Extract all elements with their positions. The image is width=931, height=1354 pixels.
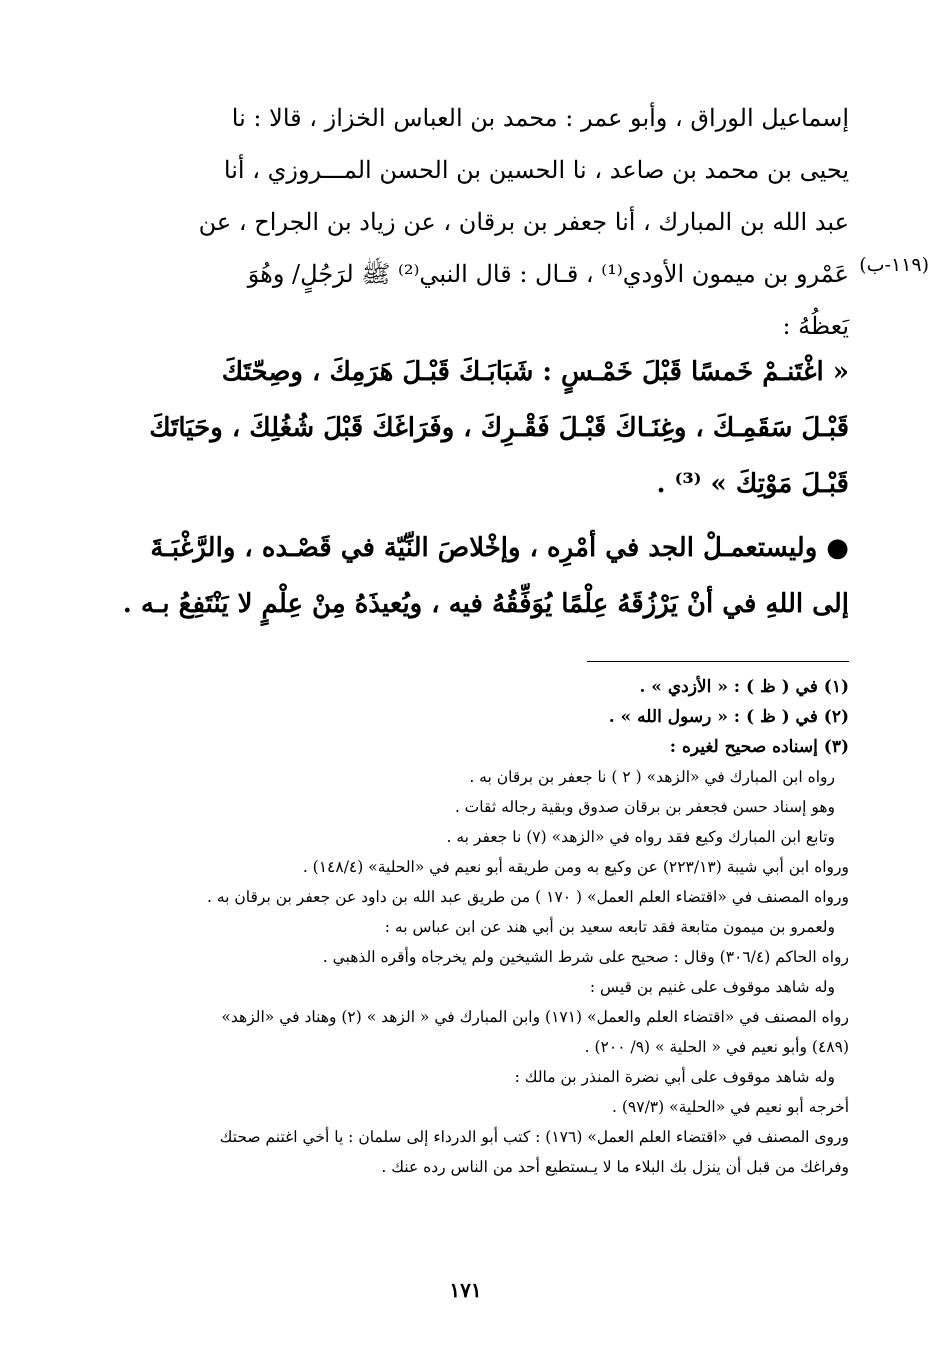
footnote-detail: رواه المصنف في «اقتضاء العلم والعمل» (١٧١) وابن المبارك في « الزهد » (٢) وهناد في «الزهد»: [221, 1008, 849, 1026]
quote-line: « اغْتَنـمْ خَمسًا قَبْلَ خَمْـسٍ : شَبَابَـكَ قَبْـلَ هَرَمِكَ ، وصِحّتَكَ: [221, 357, 849, 387]
footnote-detail: (٤٨٩) وأبو نعيم في « الحلية » (٩/ ٢٠٠) .: [584, 1038, 849, 1056]
footnote-detail: أخرجه أبو نعيم في «الحلية» (٩٧/٣) .: [612, 1098, 849, 1116]
quote-line: قَبْـلَ مَوْتِكَ » ⁽³⁾ .: [656, 469, 849, 499]
main-line: إسماعيل الوراق ، وأبو عمر : محمد بن العباس الخزاز ، قالا : نا: [231, 104, 849, 132]
instruction-paragraph: [79, 520, 849, 632]
footnote-detail: رواه الحاكم (٣٠٦/٤) وقال : صحيح على شرط الشيخين ولم يخرجاه وأقره الذهبي .: [322, 948, 849, 966]
footnotes: [89, 672, 849, 1182]
footnote-2: (٢) في ( ظ ) : « رسول الله » .: [608, 707, 849, 727]
main-line: عبد الله بن المبارك ، أنا جعفر بن برقان ، عن زياد بن الجراح ، عن: [198, 208, 849, 236]
footnote-detail: وله شاهد موقوف على أبي نضرة المنذر بن مالك :: [514, 1068, 835, 1086]
main-line: عَمْرو بن ميمون الأودي⁽¹⁾ ، قـال : قال النبي⁽²⁾ ﷺ لرَجُلٍ/ وهُوَ: [247, 260, 849, 288]
page-number: ١٧١: [449, 1278, 482, 1302]
main-line: يحيى بن محمد بن صاعد ، نا الحسين بن الحسن المـــروزي ، أنا: [223, 156, 849, 184]
instruction-line: ● وليستعمـلْ الجد في أمْرِه ، وإخْلاصَ النِّيّة في قَصْـده ، والرَّغْبَـةَ: [150, 533, 849, 563]
quote-line: قَبْـلَ سَقَمِـكَ ، وغِنَـاكَ قَبْـلَ فَقْـرِكَ ، وفَرَاغَكَ قَبْلَ شُغُلِكَ ، وحَيَاتَكَ: [149, 413, 849, 443]
main-text: [89, 92, 849, 352]
footnote-3: (٣) إسناده صحيح لغيره :: [669, 737, 849, 757]
footnote-detail: ورواه ابن أبي شيبة (٢٢٣/١٣) عن وكيع به ومن طريقه أبو نعيم في «الحلية» (١٤٨/٤) .: [302, 858, 849, 876]
footnote-detail: رواه ابن المبارك في «الزهد» ( ٢ ) نا جعفر بن برقان به .: [469, 768, 835, 786]
footnote-detail: وتابع ابن المبارك وكيع فقد رواه في «الزهد» (٧) نا جعفر به .: [446, 828, 835, 846]
footnote-detail: وروى المصنف في «اقتضاء العلم العمل» (١٧٦) : كتب أبو الدرداء إلى سلمان : يا أخي اغتنم صحتك: [219, 1128, 849, 1146]
instruction-line: إلى اللهِ في أنْ يَرْزُقَهُ عِلْمًا يُوَفِّقُهُ فيه ، ويُعيذَهُ مِنْ عِلْمٍ لا يَنْتَفِعُ بـه .: [122, 589, 849, 619]
footnote-detail: ورواه المصنف في «اقتضاء العلم العمل» ( ١٧٠ ) من طريق عبد الله بن داود عن جعفر بن برقان به .: [207, 888, 849, 906]
footnote-detail: وفراغك من قبل أن ينزل بك البلاء ما لا يـستطيع أحد من الناس رده عنك .: [381, 1158, 849, 1176]
footnote-1: (١) في ( ظ ) : « الأزدي » .: [639, 677, 849, 697]
main-line: يَعظُهُ :: [782, 312, 849, 340]
folio-marker: (١١٩-ب): [859, 254, 929, 276]
footnote-divider: [587, 661, 849, 662]
footnote-detail: وهو إسناد حسن فجعفر بن برقان صدوق وبقية رجاله ثقات .: [454, 798, 835, 816]
footnote-detail: ولعمرو بن ميمون متابعة فقد تابعه سعيد بن أبي هند عن ابن عباس به :: [384, 918, 835, 936]
hadith-quote: [89, 344, 849, 512]
footnote-detail: وله شاهد موقوف على غنيم بن قيس :: [589, 978, 835, 996]
